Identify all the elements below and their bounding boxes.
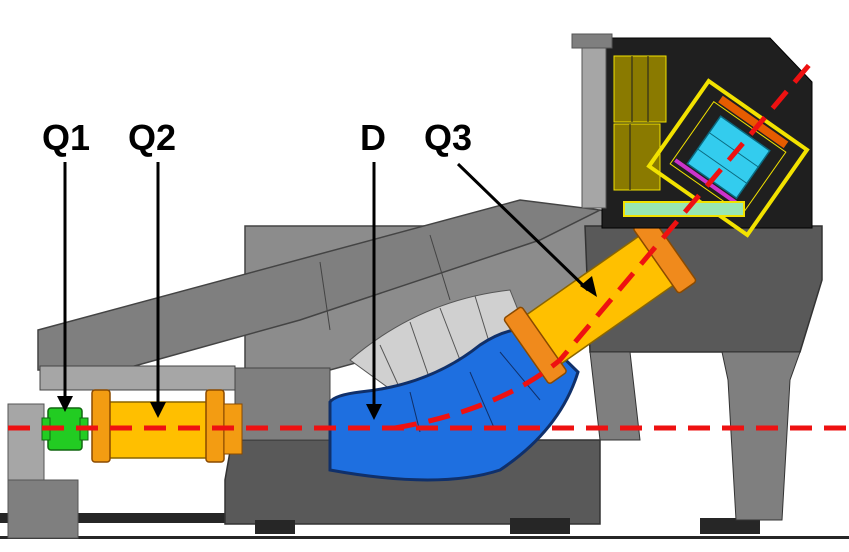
label-q1: Q1 — [42, 117, 91, 158]
hut-chimney — [582, 48, 606, 208]
frame-underside — [40, 366, 235, 390]
left-base — [8, 480, 78, 538]
ground-line — [0, 536, 849, 539]
label-d: D — [360, 117, 386, 158]
right-leg — [722, 352, 800, 520]
hut-chimney-cap — [572, 34, 612, 48]
label-q2: Q2 — [128, 117, 177, 158]
detector-base-plate — [624, 202, 744, 216]
left-pedestal — [8, 404, 44, 482]
label-q3: Q3 — [424, 117, 473, 158]
